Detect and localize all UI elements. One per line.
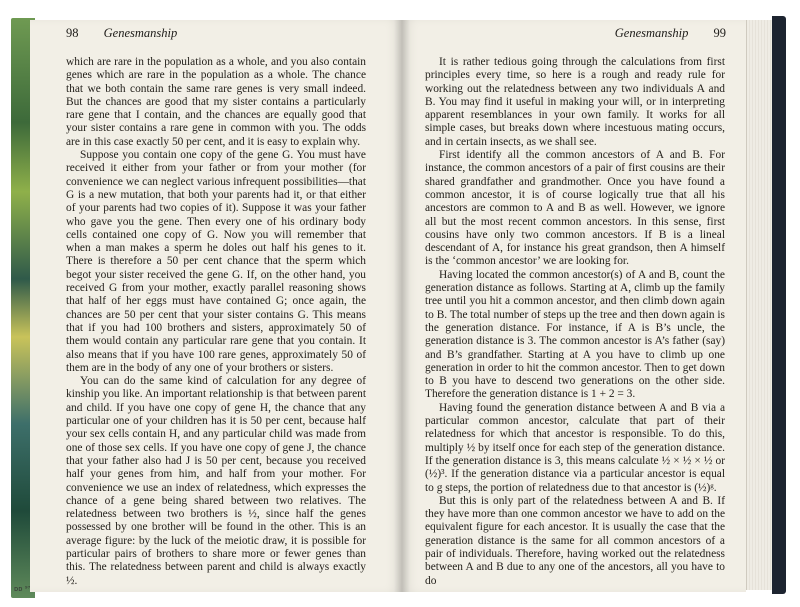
- left-page-number: 98: [66, 26, 79, 40]
- left-page-body: [66, 56, 366, 588]
- left-running-title: Genesmanship: [103, 26, 178, 40]
- paragraph: Having found the generation distance between A and B via a particular common ancestor, calculate that part of their relatedness for which that ancestor is responsible. To do this, multiply ½ by itself once for each step of the generation distance. If the generation distance is 3, this means calculate ½ × ½ × ½ or (½)³. If the generation distance via a particular ancestor is equal to g steps, the portion of relatedness due to that ancestor is (½)ᵍ.: [425, 401, 725, 494]
- right-running-title: Genesmanship: [614, 26, 689, 40]
- paragraph: First identify all the common ancestors of A and B. For instance, the common ancestors of a pair of first cousins are their shared grandfather and grandmother. Once you have found a common ancestor, it is of course logically true that all his ancestors are common to A and B as well. However, we ignore all but the most recent common ancestors. In this sense, first cousins have only two common ancestors. If B is a lineal descendant of A, for instance his great grandson, then A himself is the ‘common ancestor’ we are looking for.: [425, 149, 725, 268]
- back-cover-edge: [772, 16, 786, 594]
- corner-mark: ᴅᴅ ⁹⁷: [14, 585, 31, 593]
- paragraph: Suppose you contain one copy of the gene G. You must have received it either from your father or from your mother (for convenience we can neglect various infrequent possibilities—that G is a new mutation, that both your parents had it, or that either of your parents had two copies of it). Suppose it was your father who gave you the gene. Then every one of his ordinary body cells contained one copy of G. Now you will remember that when a man makes a sperm he doles out half his genes to it. There is therefore a 50 per cent chance that the sperm which begot your sister received the gene G. If, on the other hand, you received G from your mother, exactly parallel reasoning shows that half of her eggs must have contained G; once again, the chances are 50 per cent that your sister contains G. This means that if you had 100 brothers and sisters, approximately 50 of them would contain any particular rare gene that you contain. It also means that if you have 100 rare genes, approximately 50 of them are in the body of any one of your brothers or sisters.: [66, 149, 366, 374]
- page-stack-edge: [746, 20, 775, 590]
- right-running-header: [430, 26, 726, 41]
- book-spine-gutter: [394, 20, 410, 592]
- left-running-header: [66, 26, 396, 41]
- paragraph: But this is only part of the relatedness between A and B. If they have more than one common ancestor we have to add on the equivalent figure for each ancestor. It is usually the case that the generation distance is the same for all common ancestors of a pair of individuals. Therefore, having worked out the relatedness between A and B due to any one of the ancestors, all you have to do: [425, 494, 725, 587]
- paragraph: Having located the common ancestor(s) of A and B, count the generation distance as follows. Starting at A, climb up the family tree until you hit a common ancestor, and then climb down again to B. The total number of steps up the tree and then down again is the generation distance. For instance, if A is B’s uncle, the generation distance is 3. The common ancestor is A’s father (say) and B’s grandfather. Starting at A you have to climb up one generation in order to hit the common ancestor. Then to get down to B you have to descend two generations on the other side. Therefore the generation distance is 1 + 2 = 3.: [425, 268, 725, 401]
- paragraph: It is rather tedious going through the calculations from first principles every time, so here is a rough and ready rule for working out the relatedness between any two individuals A and B. You may find it useful in making your will, or in interpreting apparent resemblances in your own family. It works for all simple cases, but breaks down where incestuous mating occurs, and in certain insects, as we shall see.: [425, 56, 725, 148]
- right-page-body: [425, 56, 725, 588]
- paragraph: which are rare in the population as a whole, and you also contain genes which are rare in the population as a whole. The chance that we both contain the same rare genes is very small indeed. But the chances are good that my sister contains a particularly rare gene that I contain, and the chances are equally good that your sister contains a rare gene in common with you. The odds are in this case exactly 50 per cent, and it is easy to explain why.: [66, 56, 366, 148]
- paragraph: You can do the same kind of calculation for any degree of kinship you like. An important relationship is that between parent and child. If you have one copy of gene H, the chance that any particular one of your children has it is 50 per cent, because half your sex cells contain H, and any particular child was made from one of those sex cells. If you have one copy of gene J, the chance that your father also had J is 50 per cent, because you received half your genes from him, and half from your mother. For convenience we use an index of relatedness, which expresses the chance of a gene being shared between two relatives. The relatedness between two brothers is ½, since half the genes possessed by one brother will be found in the other. This is an average figure: by the luck of the meiotic draw, it is possible for particular pairs of brothers to share more or fewer genes than this. The relatedness between parent and child is always exactly ½.: [66, 375, 366, 587]
- right-page-number: 99: [713, 26, 726, 40]
